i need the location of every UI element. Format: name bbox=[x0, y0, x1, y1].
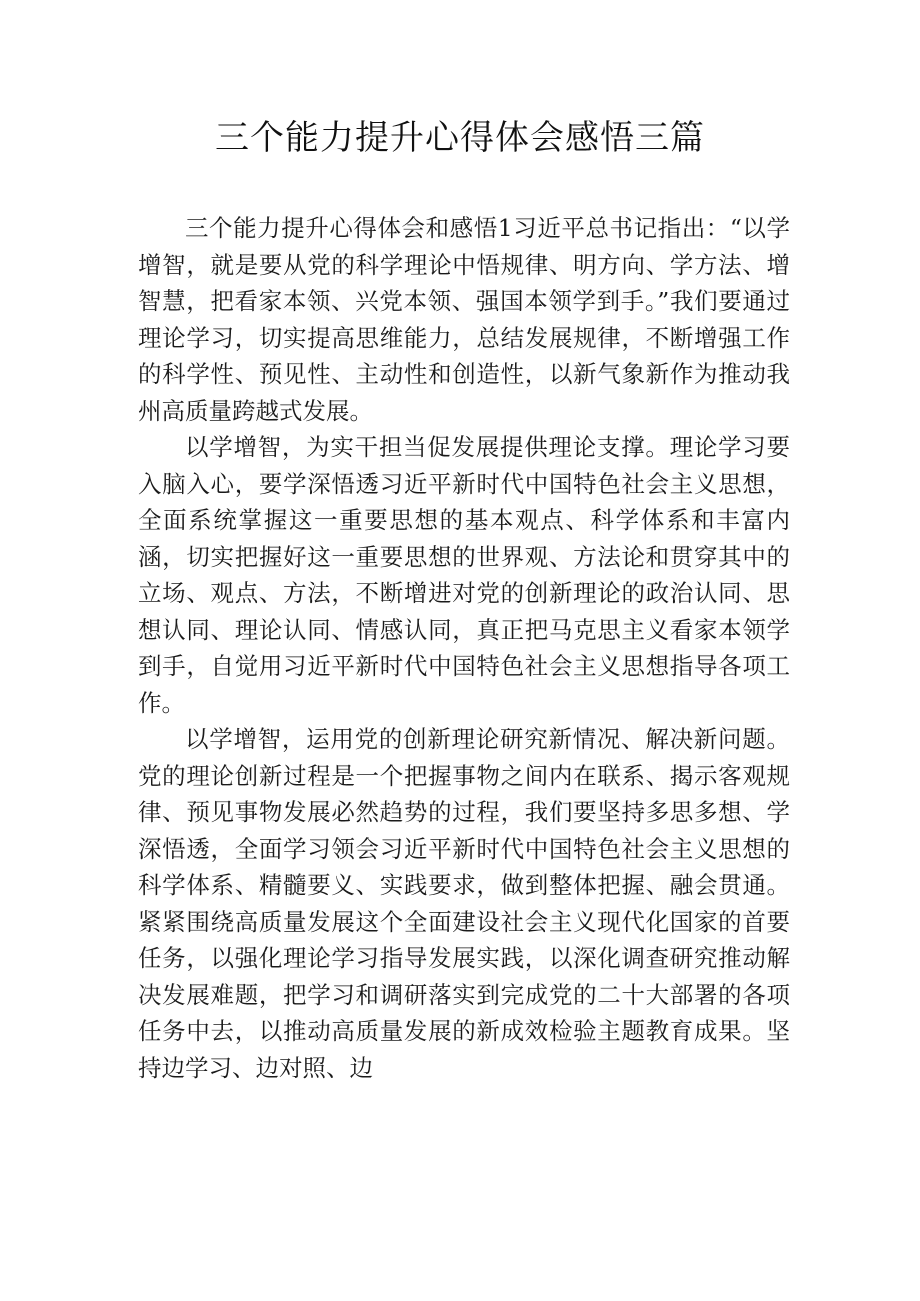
paragraph-3: 以学增智，运用党的创新理论研究新情况、解决新问题。党的理论创新过程是一个把握事物之间内在联系、揭示客观规律、预见事物发展必然趋势的过程，我们要坚持多思多想、学深悟透，全面学习领会习近平新时代中国特色社会主义思想的科学体系、精髓要义、实践要求，做到整体把握、融会贯通。紧紧围绕高质量发展这个全面建设社会主义现代化国家的首要任务，以强化理论学习指导发展实践，以深化调查研究推动解决发展难题，把学习和调研落实到完成党的二十大部署的各项任务中去，以推动高质量发展的新成效检验主题教育成果。坚持边学习、边对照、边 bbox=[138, 725, 790, 1082]
document-title: 三个能力提升心得体会感悟三篇 bbox=[215, 118, 705, 158]
paragraph-2: 以学增智，为实干担当促发展提供理论支撑。理论学习要入脑入心，要学深悟透习近平新时代中国特色社会主义思想，全面系统掌握这一重要思想的基本观点、科学体系和丰富内涵，切实把握好这一重要思想的世界观、方法论和贯穿其中的立场、观点、方法，不断增进对党的创新理论的政治认同、思想认同、理论认同、情感认同，真正把马克思主义看家本领学到手，自觉用习近平新时代中国特色社会主义思想指导各项工作。 bbox=[138, 433, 790, 717]
document-body bbox=[138, 210, 790, 1086]
paragraph-1: 三个能力提升心得体会和感悟1习近平总书记指出：“以学增智，就是要从党的科学理论中悟规律、明方向、学方法、增智慧，把看家本领、兴党本领、强国本领学到手。”我们要通过理论学习，切实提高思维能力，总结发展规律，不断增强工作的科学性、预见性、主动性和创造性，以新气象新作为推动我州高质量跨越式发展。 bbox=[138, 214, 790, 425]
